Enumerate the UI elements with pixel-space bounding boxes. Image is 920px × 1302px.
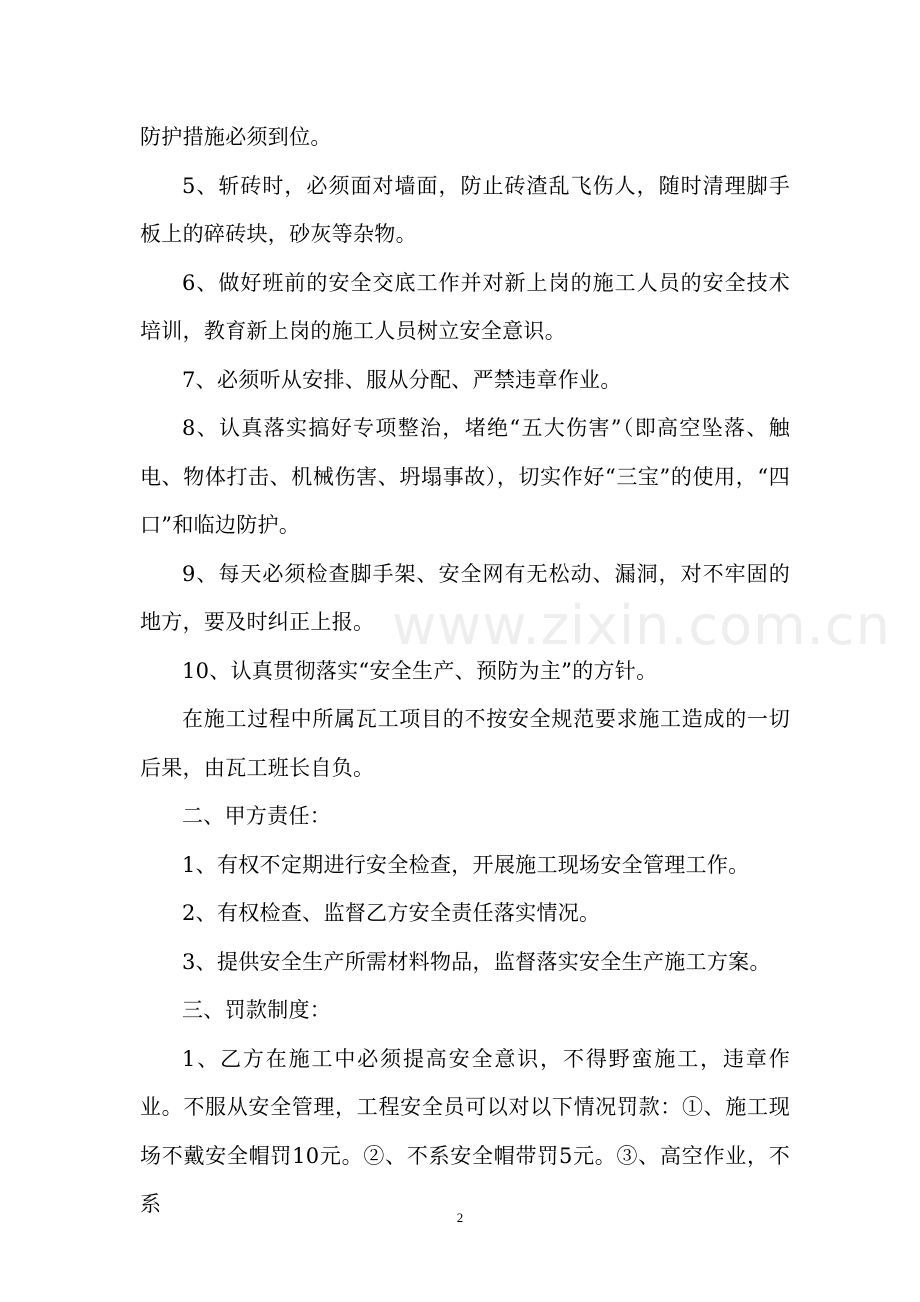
document-body xyxy=(140,113,790,1229)
watermark: www.zixin.com.cn xyxy=(392,594,891,657)
paragraph-5: 8、认真落实搞好专项整治，堵绝“五大伤害”（即高空坠落、触电、物体打击、机械伤害、坍塌事故），切实作好“三宝”的使用，“四口”和临边防护。 xyxy=(140,416,790,537)
paragraph-11: 2、有权检查、监督乙方安全责任落实情况。 xyxy=(182,901,601,925)
paragraph-6: 9、每天必须检查脚手架、安全网有无松动、漏洞，对不牢固的地方，要及时纠正上报。 xyxy=(140,561,790,634)
paragraph-4: 7、必须听从安排、服从分配、严禁违章作业。 xyxy=(182,367,622,392)
paragraph-3: 6、做好班前的安全交底工作并对新上岗的施工人员的安全技术培训，教育新上岗的施工人员树立安全意识。 xyxy=(140,270,790,343)
page-number: 2 xyxy=(456,1210,464,1225)
paragraph-2: 5、斩砖时，必须面对墙面，防止砖渣乱飞伤人，随时清理脚手板上的碎砖块，砂灰等杂物。 xyxy=(140,173,790,246)
paragraph-7: 10、认真贯彻落实“安全生产、预防为主”的方针。 xyxy=(182,658,658,683)
section-heading-2: 二、甲方责任： xyxy=(182,804,332,828)
paragraph-10: 1、有权不定期进行安全检查，开展施工现场安全管理工作。 xyxy=(182,852,750,877)
paragraph-14: 1、乙方在施工中必须提高安全意识，不得野蛮施工，违章作业。不服从安全管理，工程安全员可以对以下情况罚款：①、施工现场不戴安全帽罚10元。②、不系安全帽带罚5元。③、高空作业，不系 xyxy=(140,1046,790,1216)
section-heading-3: 三、罚款制度： xyxy=(182,998,332,1022)
paragraph-8: 在施工过程中所属瓦工项目的不按安全规范要求施工造成的一切后果，由瓦工班长自负。 xyxy=(140,707,790,780)
paragraph-1: 防护措施必须到位。 xyxy=(140,125,332,149)
paragraph-12: 3、提供安全生产所需材料物品，监督落实安全生产施工方案。 xyxy=(182,949,771,974)
